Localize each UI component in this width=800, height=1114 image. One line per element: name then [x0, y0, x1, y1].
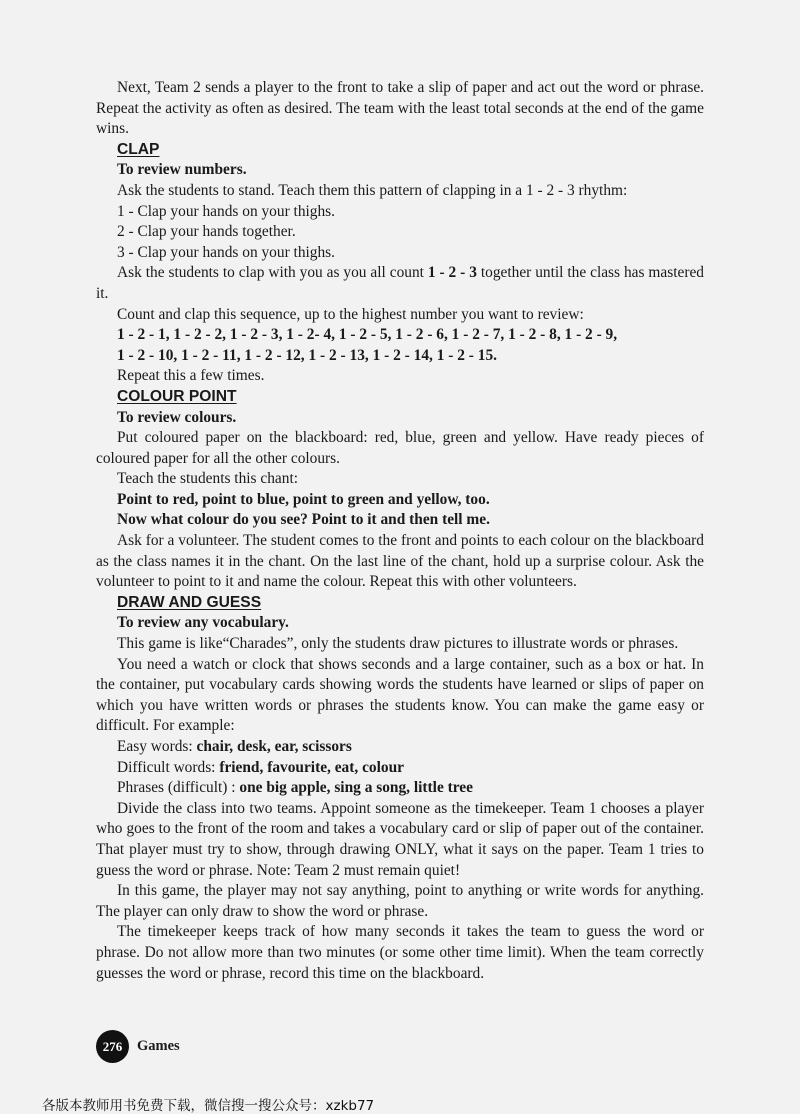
draw-guess-rules: In this game, the player may not say anything, point to anything or write words for anything. The player can only draw to show the word or phrase. [96, 882, 704, 920]
clap-count-text: Ask the students to clap with you as you all count [117, 264, 428, 282]
difficult-words-line [96, 758, 704, 779]
draw-guess-purpose: To review any vocabulary. [117, 614, 289, 632]
colour-point-purpose: To review colours. [117, 408, 237, 426]
page-number-badge [96, 1030, 129, 1063]
clap-sequence-line: 1 - 2 - 1, 1 - 2 - 2, 1 - 2 - 3, 1 - 2- 4, 1 - 2 - 5, 1 - 2 - 6, 1 - 2 - 7, 1 - 2 - 8, 1 - 2 - 9, [117, 326, 618, 344]
phrases-line [96, 778, 704, 799]
chant-line: Now what colour do you see? Point to it and then tell me. [117, 511, 490, 529]
clap-step: 3 - Clap your hands on your thighs. [117, 243, 336, 261]
page-content [96, 78, 704, 984]
easy-words-label: Easy words: [117, 738, 197, 755]
colour-point-procedure: Ask for a volunteer. The student comes to the front and points to each colour on the blackboard as the class names it in the chant. On the last line of the chant, hold up a surprise colour. Ask the volunteer to point to it and name the colour. Repeat this with other volunteers. [96, 532, 704, 591]
clap-step: 2 - Clap your hands together. [117, 223, 296, 241]
draw-guess-teams: Divide the class into two teams. Appoint someone as the timekeeper. Team 1 chooses a player who goes to the front of the room and takes a vocabulary card or slip of paper out of the container. That player must try to show, through drawing ONLY, what it says on the paper. Team 1 tries to guess the word or phrase. Note: Team 2 must remain quiet! [96, 799, 704, 879]
clap-heading: CLAP [117, 140, 160, 158]
intro-paragraph: Next, Team 2 sends a player to the front to take a slip of paper and act out the word or phrase. Repeat the activity as often as desired. The team with the least total seconds at the end of the game wins. [96, 79, 704, 138]
difficult-words: friend, favourite, eat, colour [219, 758, 404, 776]
phrases: one big apple, sing a song, little tree [239, 779, 473, 797]
clap-purpose: To review numbers. [117, 161, 247, 179]
colour-point-heading: COLOUR POINT [117, 387, 237, 405]
draw-guess-materials: You need a watch or clock that shows seconds and a large container, such as a box or hat. In the container, put vocabulary cards showing words the students have learned or slips of paper on which you have written words or phrases the students know. You can make the game easy or difficult. For example: [96, 655, 704, 735]
clap-step: 1 - Clap your hands on your thighs. [117, 202, 336, 220]
difficult-words-label: Difficult words: [117, 758, 220, 776]
draw-guess-intro: This game is like“Charades”, only the students draw pictures to illustrate words or phrases. [117, 635, 679, 653]
draw-guess-heading: DRAW AND GUESS [117, 593, 262, 611]
page-number: 276 [102, 1038, 123, 1054]
draw-guess-timing: The timekeeper keeps track of how many seconds it takes the team to guess the word or phrase. Do not allow more than two minutes (or some other time limit). When the team correctly guesses the word or phrase, record this time on the blackboard. [96, 923, 704, 982]
colour-point-teach: Teach the students this chant: [117, 470, 298, 488]
easy-words: chair, desk, ear, scissors [196, 738, 352, 755]
clap-instruction: Ask the students to stand. Teach them this pattern of clapping in a 1 - 2 - 3 rhythm: [117, 181, 628, 199]
clap-count-paragraph [96, 263, 704, 304]
chant-line: Point to red, point to blue, point to green and yellow, too. [117, 490, 490, 508]
phrases-label: Phrases (difficult) : [117, 779, 240, 797]
clap-sequence-line: 1 - 2 - 10, 1 - 2 - 11, 1 - 2 - 12, 1 - 2 - 13, 1 - 2 - 14, 1 - 2 - 15. [117, 346, 498, 364]
colour-point-setup: Put coloured paper on the blackboard: red, blue, green and yellow. Have ready pieces of coloured paper for all the other colours. [96, 429, 704, 467]
clap-count-text-after: together until the class has mastered it. [96, 264, 704, 302]
watermark-text: 各版本教师用书免费下载，微信搜一搜公众号：xzkb77 [42, 1098, 375, 1114]
section-label: Games [137, 1038, 180, 1054]
clap-count-bold: 1 - 2 - 3 [427, 264, 477, 282]
clap-repeat: Repeat this a few times. [117, 367, 265, 385]
clap-sequence-intro: Count and clap this sequence, up to the highest number you want to review: [117, 305, 584, 323]
easy-words-line [96, 737, 704, 758]
